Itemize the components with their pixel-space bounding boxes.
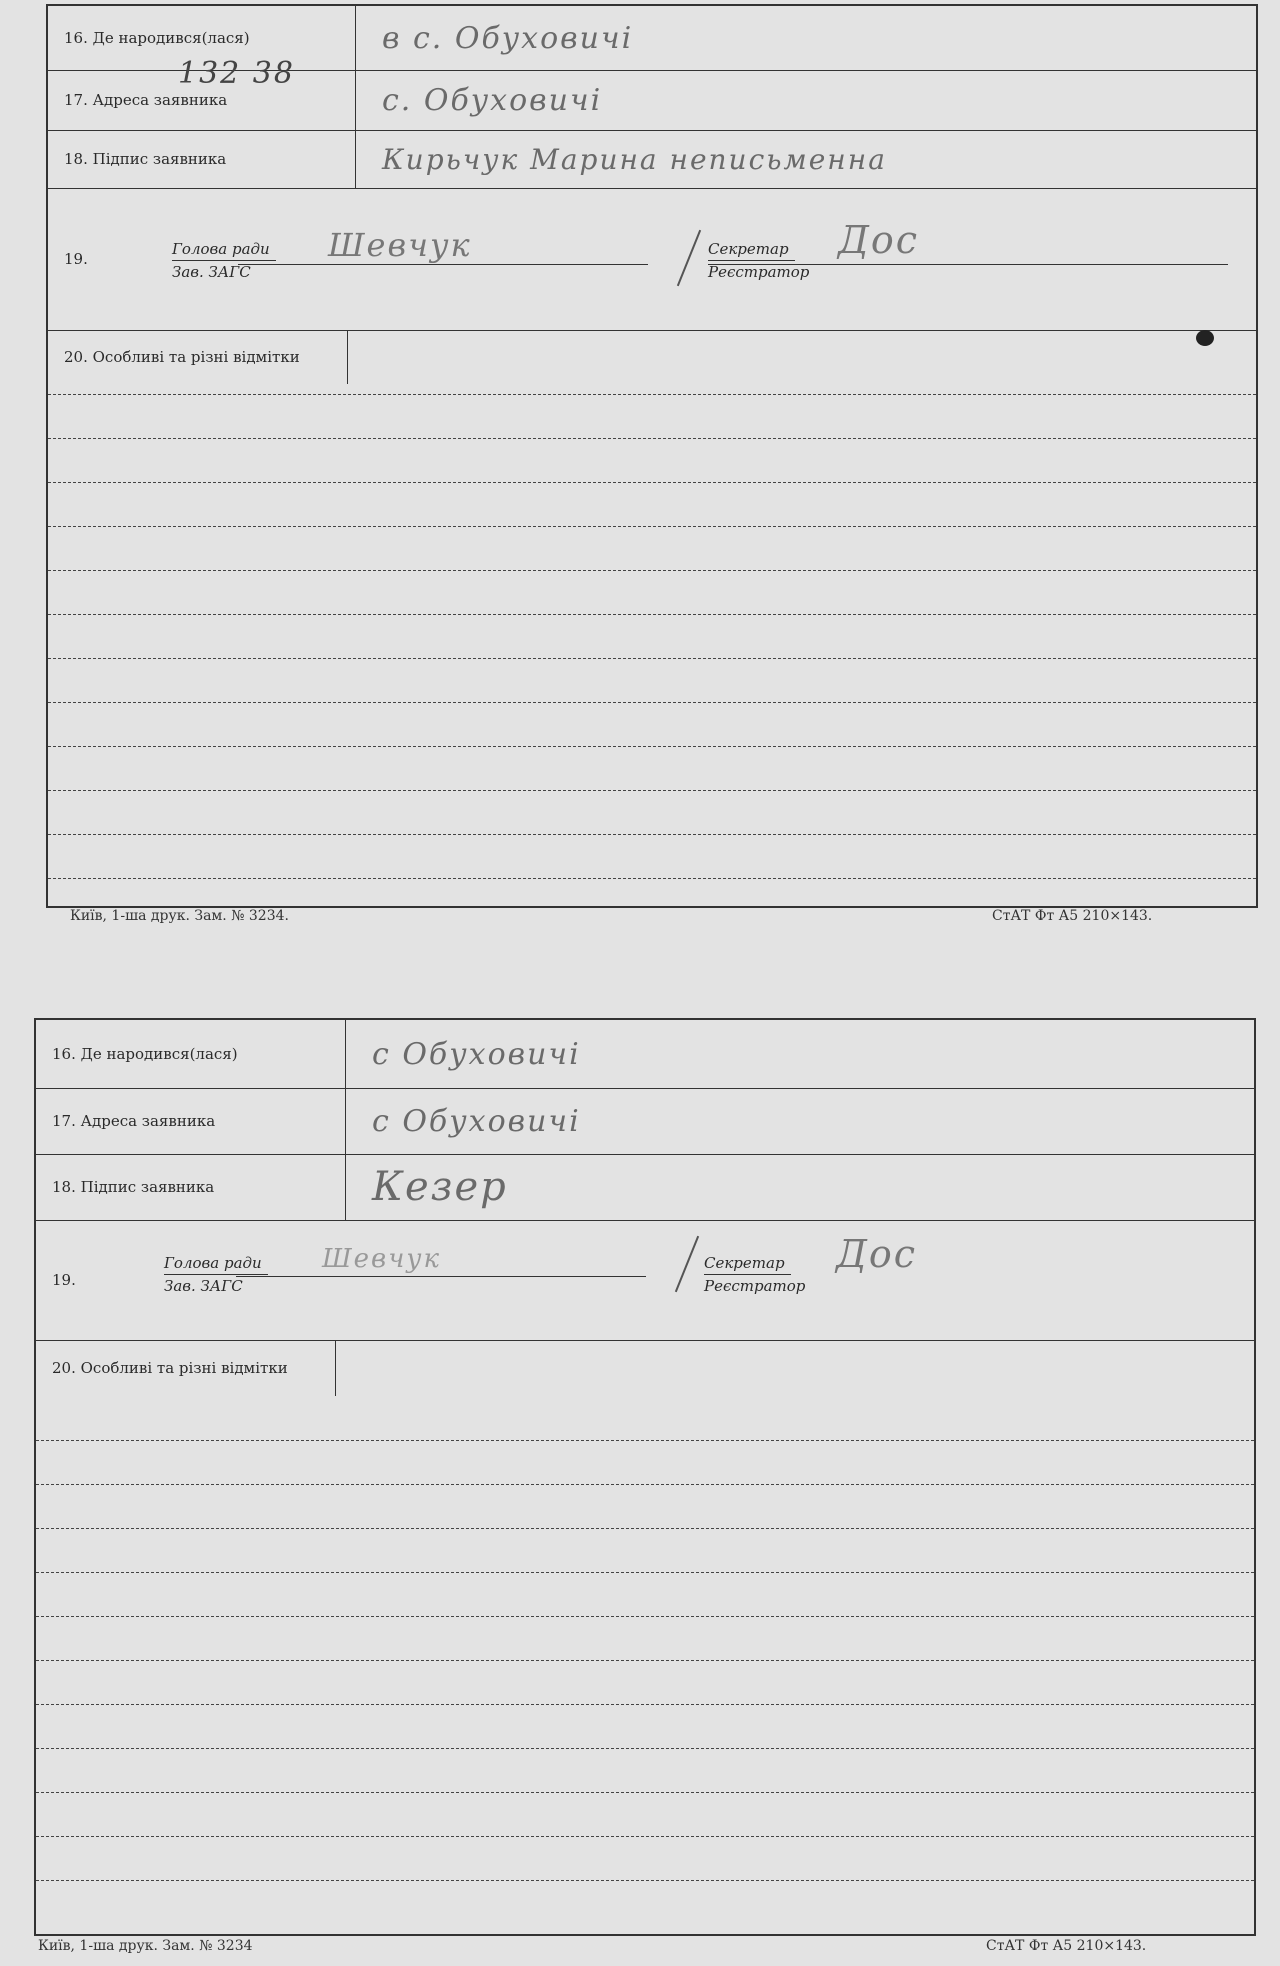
field-row-applicant-address (48, 56, 1256, 131)
ruled-line (48, 438, 1256, 439)
ruled-line (36, 1616, 1254, 1617)
field-value-handwritten: с. Обуховичі (382, 82, 603, 118)
ruled-line (36, 1484, 1254, 1485)
ruled-line (48, 702, 1256, 703)
secretary-label: Секретар (708, 238, 795, 261)
field-value-handwritten: с Обуховичі (372, 1103, 581, 1139)
field-value-handwritten: с Обуховичі (372, 1036, 581, 1072)
signature-line (708, 264, 1228, 265)
field-row-notes (48, 330, 1256, 384)
ruled-line (36, 1704, 1254, 1705)
ruled-line (36, 1880, 1254, 1881)
field-label: 17. Адреса заявника (36, 1088, 346, 1154)
ruled-line (36, 1748, 1254, 1749)
ink-stain (1196, 330, 1214, 346)
row-number: 19. (64, 250, 88, 268)
secretary-label: Секретар (704, 1252, 791, 1275)
field-row-officials (48, 188, 1256, 331)
field-value-handwritten: Кезер (372, 1164, 508, 1210)
ruled-line (36, 1660, 1254, 1661)
secretary-signature: Дос (836, 1232, 918, 1276)
ruled-line (36, 1572, 1254, 1573)
ruled-line (48, 482, 1256, 483)
ruled-line (48, 526, 1256, 527)
ruled-line (48, 394, 1256, 395)
head-label: Голова ради (164, 1252, 268, 1275)
head-label: Голова ради (172, 238, 276, 261)
field-row-officials (36, 1220, 1254, 1341)
separator-slash (677, 230, 701, 286)
secretary-signature: Дос (838, 218, 920, 262)
field-value-handwritten: в с. Обуховичі (382, 20, 634, 56)
ruled-line (48, 790, 1256, 791)
ruled-line (36, 1836, 1254, 1837)
field-label: 18. Підпис заявника (36, 1154, 346, 1220)
secretary-label-block (704, 1252, 805, 1297)
field-label: 16. Де народився(лася) (36, 1020, 346, 1088)
field-row-applicant-address (36, 1088, 1254, 1155)
field-label: 18. Підпис заявника (48, 130, 356, 188)
separator-slash (675, 1236, 699, 1292)
handwritten-note: 132 38 (178, 56, 295, 91)
ruled-line (48, 658, 1256, 659)
field-row-birthplace (36, 1020, 1254, 1089)
head-signature: Шевчук (322, 1244, 441, 1274)
field-label: 17. Адреса заявника (48, 70, 356, 130)
print-footer-right: СтАТ Фт А5 210×143. (986, 1938, 1147, 1954)
field-row-notes (36, 1340, 1254, 1396)
head-alt-label: Зав. ЗАГС (172, 263, 251, 281)
registrar-label: Реєстратор (704, 1277, 806, 1295)
row-number: 19. (52, 1271, 76, 1289)
signature-line (238, 264, 648, 265)
head-label-block (164, 1252, 268, 1297)
field-label: 16. Де народився(лася) (48, 6, 356, 70)
ruled-line (48, 834, 1256, 835)
print-footer-left: Київ, 1-ша друк. Зам. № 3234 (38, 1938, 253, 1954)
head-signature: Шевчук (328, 226, 472, 264)
field-row-applicant-signature (48, 130, 1256, 189)
ruled-line (36, 1440, 1254, 1441)
registration-form-top (46, 4, 1258, 908)
print-footer-right: СтАТ Фт А5 210×143. (992, 908, 1153, 924)
registration-form-bottom (34, 1018, 1256, 1936)
ruled-line (36, 1792, 1254, 1793)
ruled-line (48, 878, 1256, 879)
ruled-line (48, 570, 1256, 571)
field-label: 20. Особливі та різні відмітки (48, 330, 348, 384)
head-label-block (172, 238, 276, 283)
ruled-line (48, 614, 1256, 615)
print-footer-left: Київ, 1-ша друк. Зам. № 3234. (70, 908, 289, 924)
registrar-label: Реєстратор (708, 263, 810, 281)
ruled-line (36, 1528, 1254, 1529)
field-label: 20. Особливі та різні відмітки (36, 1340, 336, 1396)
field-row-applicant-signature (36, 1154, 1254, 1221)
head-alt-label: Зав. ЗАГС (164, 1277, 243, 1295)
field-value-handwritten: Кирьчук Марина неписьменна (382, 142, 887, 176)
signature-line (236, 1276, 646, 1277)
ruled-line (48, 746, 1256, 747)
secretary-label-block (708, 238, 809, 283)
